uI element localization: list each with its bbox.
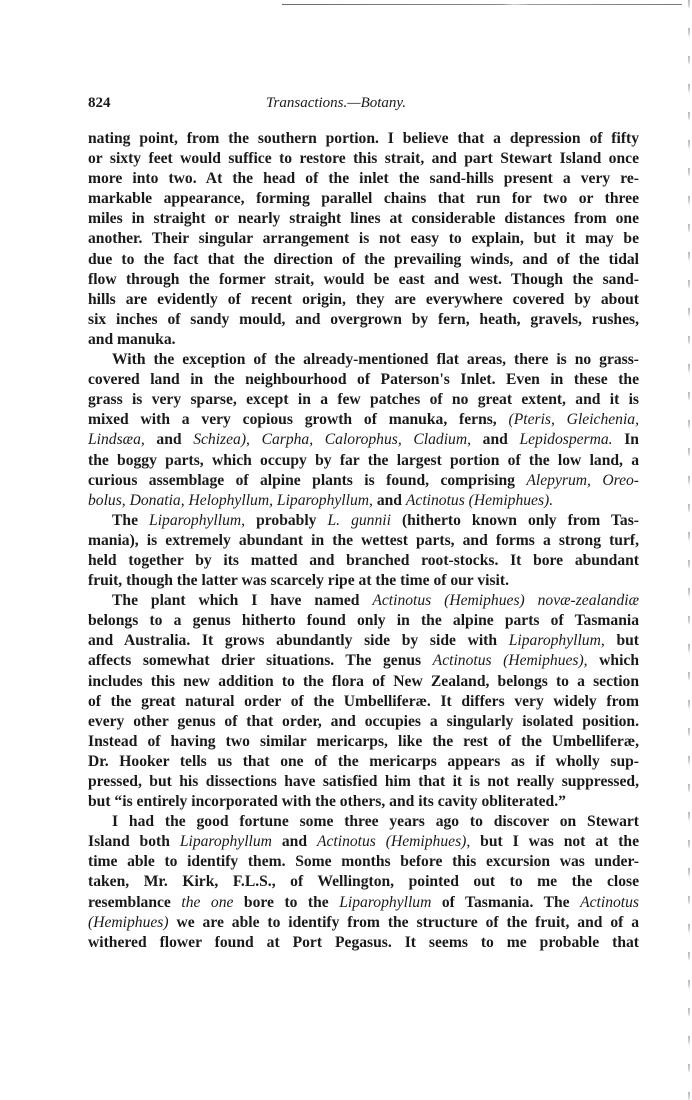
text-segment: The plant which I have named	[112, 592, 373, 610]
scan-right-edge	[688, 0, 690, 1100]
text-segment: we are able to identify from the structure of the fruit, and of a	[168, 913, 639, 931]
italic-text: Oreo-	[602, 471, 639, 489]
text-segment: mania), is extremely abundant in the wettest parts, and forms a strong turf,	[88, 531, 639, 549]
text-segment: and Australia. It grows abundantly side by side with	[88, 632, 509, 650]
text-segment: and	[144, 431, 194, 449]
text-segment	[313, 431, 325, 448]
text-line	[88, 310, 639, 330]
text-segment: grass is very sparse, except in a few patches of no great extent, and it is	[88, 391, 639, 409]
text-segment: pressed, but his dissections have satisfied him that it is not really suppressed,	[88, 773, 639, 790]
text-line	[88, 451, 639, 471]
italic-text: (Pteris, Gleichenia,	[508, 411, 639, 429]
text-segment: but	[604, 632, 639, 650]
text-segment	[402, 431, 414, 448]
text-segment: and	[471, 431, 520, 449]
text-line	[88, 893, 639, 913]
text-segment	[250, 431, 262, 448]
italic-text: Lepidosperma.	[519, 431, 613, 449]
text-line	[88, 812, 639, 832]
italic-text: Actinotus (Hemiphues).	[405, 491, 554, 509]
italic-text: Calorophus,	[324, 431, 402, 449]
text-segment: nating point, from the southern portion. I believe that a depression of fifty	[88, 130, 639, 147]
text-line	[88, 129, 639, 149]
text-segment: Dr. Hooker tells us that one of the mericarps appears as if wholly sup-	[88, 752, 639, 770]
text-segment: withered flower found at Port Pegasus. It seems to me probable that	[88, 933, 639, 951]
scan-top-rule	[282, 4, 682, 5]
text-segment: affects somewhat drier situations. The genus	[88, 652, 433, 670]
italic-text: Carpha,	[261, 431, 314, 449]
text-line	[88, 551, 639, 571]
text-line	[88, 491, 639, 511]
italic-text: Liparophyllum	[339, 893, 432, 911]
italic-text: Actinotus (Hemiphues) novæ-zealandiæ	[372, 592, 639, 610]
text-segment: and	[372, 491, 406, 509]
text-segment: belongs to a genus hitherto found only in the alpine parts of Tasmania	[88, 612, 639, 630]
text-segment: markable appearance, forming parallel chains that run for two or three	[88, 190, 639, 208]
text-line	[88, 792, 639, 812]
text-line	[88, 772, 639, 792]
italic-text: Actinotus	[580, 893, 639, 911]
italic-text: Liparophyllum,	[508, 632, 605, 650]
text-line	[88, 250, 639, 270]
text-segment: six inches of sandy mould, and overgrown by fern, heath, gravels, rushes,	[88, 310, 639, 328]
text-line	[88, 531, 639, 551]
text-segment: resemblance	[88, 893, 182, 911]
text-line	[88, 732, 639, 752]
text-segment: taken, Mr. Kirk, F.L.S., of Wellington, pointed out to me the close	[88, 873, 639, 891]
text-segment: bore to the	[233, 893, 340, 911]
italic-text: Cladium,	[413, 431, 472, 449]
running-title: Transactions.—Botany.	[266, 95, 407, 111]
text-line	[88, 390, 639, 410]
text-line	[88, 611, 639, 631]
italic-text: Lindsæa,	[88, 431, 145, 449]
text-line	[88, 209, 639, 229]
italic-text: Schizea),	[193, 431, 250, 449]
text-segment: another. Their singular arrangement is not easy to explain, but it may be	[88, 230, 639, 248]
text-line	[88, 350, 639, 370]
text-line	[88, 933, 639, 953]
text-line	[88, 410, 639, 430]
italic-text: L. gunnii	[327, 511, 391, 529]
italic-text: Alepyrum,	[526, 471, 591, 489]
italic-text: the one	[181, 893, 234, 911]
text-segment: the boggy parts, which occupy by far the largest portion of the low land, a	[88, 451, 639, 469]
text-segment: covered land in the neighbourhood of Paterson's Inlet. Even in these the	[88, 371, 639, 389]
text-line	[88, 290, 639, 310]
text-segment: and manuka.	[88, 330, 176, 348]
text-line	[88, 712, 639, 732]
text-segment: fruit, though the latter was scarcely ripe at the time of our visit.	[88, 572, 509, 590]
running-head	[88, 95, 640, 115]
text-segment: every other genus of that order, and occupies a singularly isolated position.	[88, 712, 639, 730]
text-segment: or sixty feet would suffice to restore this strait, and part Stewart Island once	[88, 150, 639, 168]
text-line	[88, 591, 639, 611]
text-line	[88, 571, 639, 591]
text-line	[88, 330, 639, 350]
text-segment: mixed with a very copious growth of manuka, ferns,	[88, 411, 509, 429]
text-segment: (hitherto known only from Tas-	[390, 511, 639, 529]
text-segment: The	[112, 511, 150, 529]
text-line	[88, 752, 639, 772]
text-segment: more into two. At the head of the inlet the sand-hills present a very re-	[88, 170, 639, 188]
text-segment: which	[587, 652, 639, 670]
text-line	[88, 852, 639, 872]
italic-text: bolus,	[88, 491, 126, 509]
text-line	[88, 651, 639, 671]
text-segment: due to the fact that the direction of the prevailing winds, and of the tidal	[88, 250, 639, 268]
text-segment: includes this new addition to the flora of New Zealand, belongs to a section	[88, 672, 639, 690]
text-segment: Instead of having two similar mericarps, like the rest of the Umbelliferæ,	[88, 732, 639, 750]
text-segment: of Tasmania. The	[431, 893, 581, 911]
text-segment: of the great natural order of the Umbelliferæ. It differs very widely from	[88, 692, 639, 710]
text-line	[88, 430, 639, 450]
text-line	[88, 692, 639, 712]
text-line	[88, 832, 639, 852]
text-segment: I had the good fortune some three years ago to discover on Stewart	[112, 813, 639, 831]
text-line	[88, 370, 639, 390]
body-text	[88, 129, 639, 953]
italic-text: Liparophyllum	[179, 833, 272, 851]
text-line	[88, 229, 639, 249]
text-segment: flow through the former strait, would be east and west. Though the sand-	[88, 270, 639, 288]
text-segment: held together by its matted and branched root-stocks. It bore abundant	[88, 551, 639, 569]
text-segment: With the exception of the already-mentioned flat areas, there is no grass-	[112, 351, 639, 369]
italic-text: (Hemiphues)	[88, 913, 169, 931]
italic-text: Actinotus (Hemiphues),	[316, 833, 471, 851]
text-segment: hills are evidently of recent origin, they are everywhere covered by about	[88, 290, 639, 308]
text-line	[88, 511, 639, 531]
text-line	[88, 913, 639, 933]
page-number: 824	[88, 95, 111, 111]
text-segment: but “is entirely incorporated with the others, and its cavity obliterated.”	[88, 793, 566, 811]
text-segment	[591, 472, 602, 489]
text-segment: but I was not at the	[470, 833, 639, 851]
text-segment: In	[612, 431, 639, 449]
italic-text: Liparophyllum,	[276, 491, 373, 509]
text-line	[88, 270, 639, 290]
text-line	[88, 169, 639, 189]
text-segment: miles in straight or nearly straight lines at considerable distances from one	[88, 210, 639, 228]
text-segment: and	[271, 833, 317, 851]
text-line	[88, 189, 639, 209]
text-line	[88, 149, 639, 169]
text-segment: probably	[245, 511, 328, 529]
text-segment: time able to identify them. Some months before this excursion was under-	[88, 853, 639, 871]
italic-text: Donatia,	[129, 491, 185, 509]
italic-text: Helophyllum,	[188, 491, 273, 509]
italic-text: Liparophyllum,	[149, 511, 246, 529]
text-line	[88, 872, 639, 892]
text-segment: curious assemblage of alpine plants is found, comprising	[88, 471, 527, 489]
text-line	[88, 631, 639, 651]
text-segment: Island both	[88, 833, 180, 851]
italic-text: Actinotus (Hemiphues),	[432, 652, 588, 670]
text-line	[88, 672, 639, 692]
text-line	[88, 471, 639, 491]
